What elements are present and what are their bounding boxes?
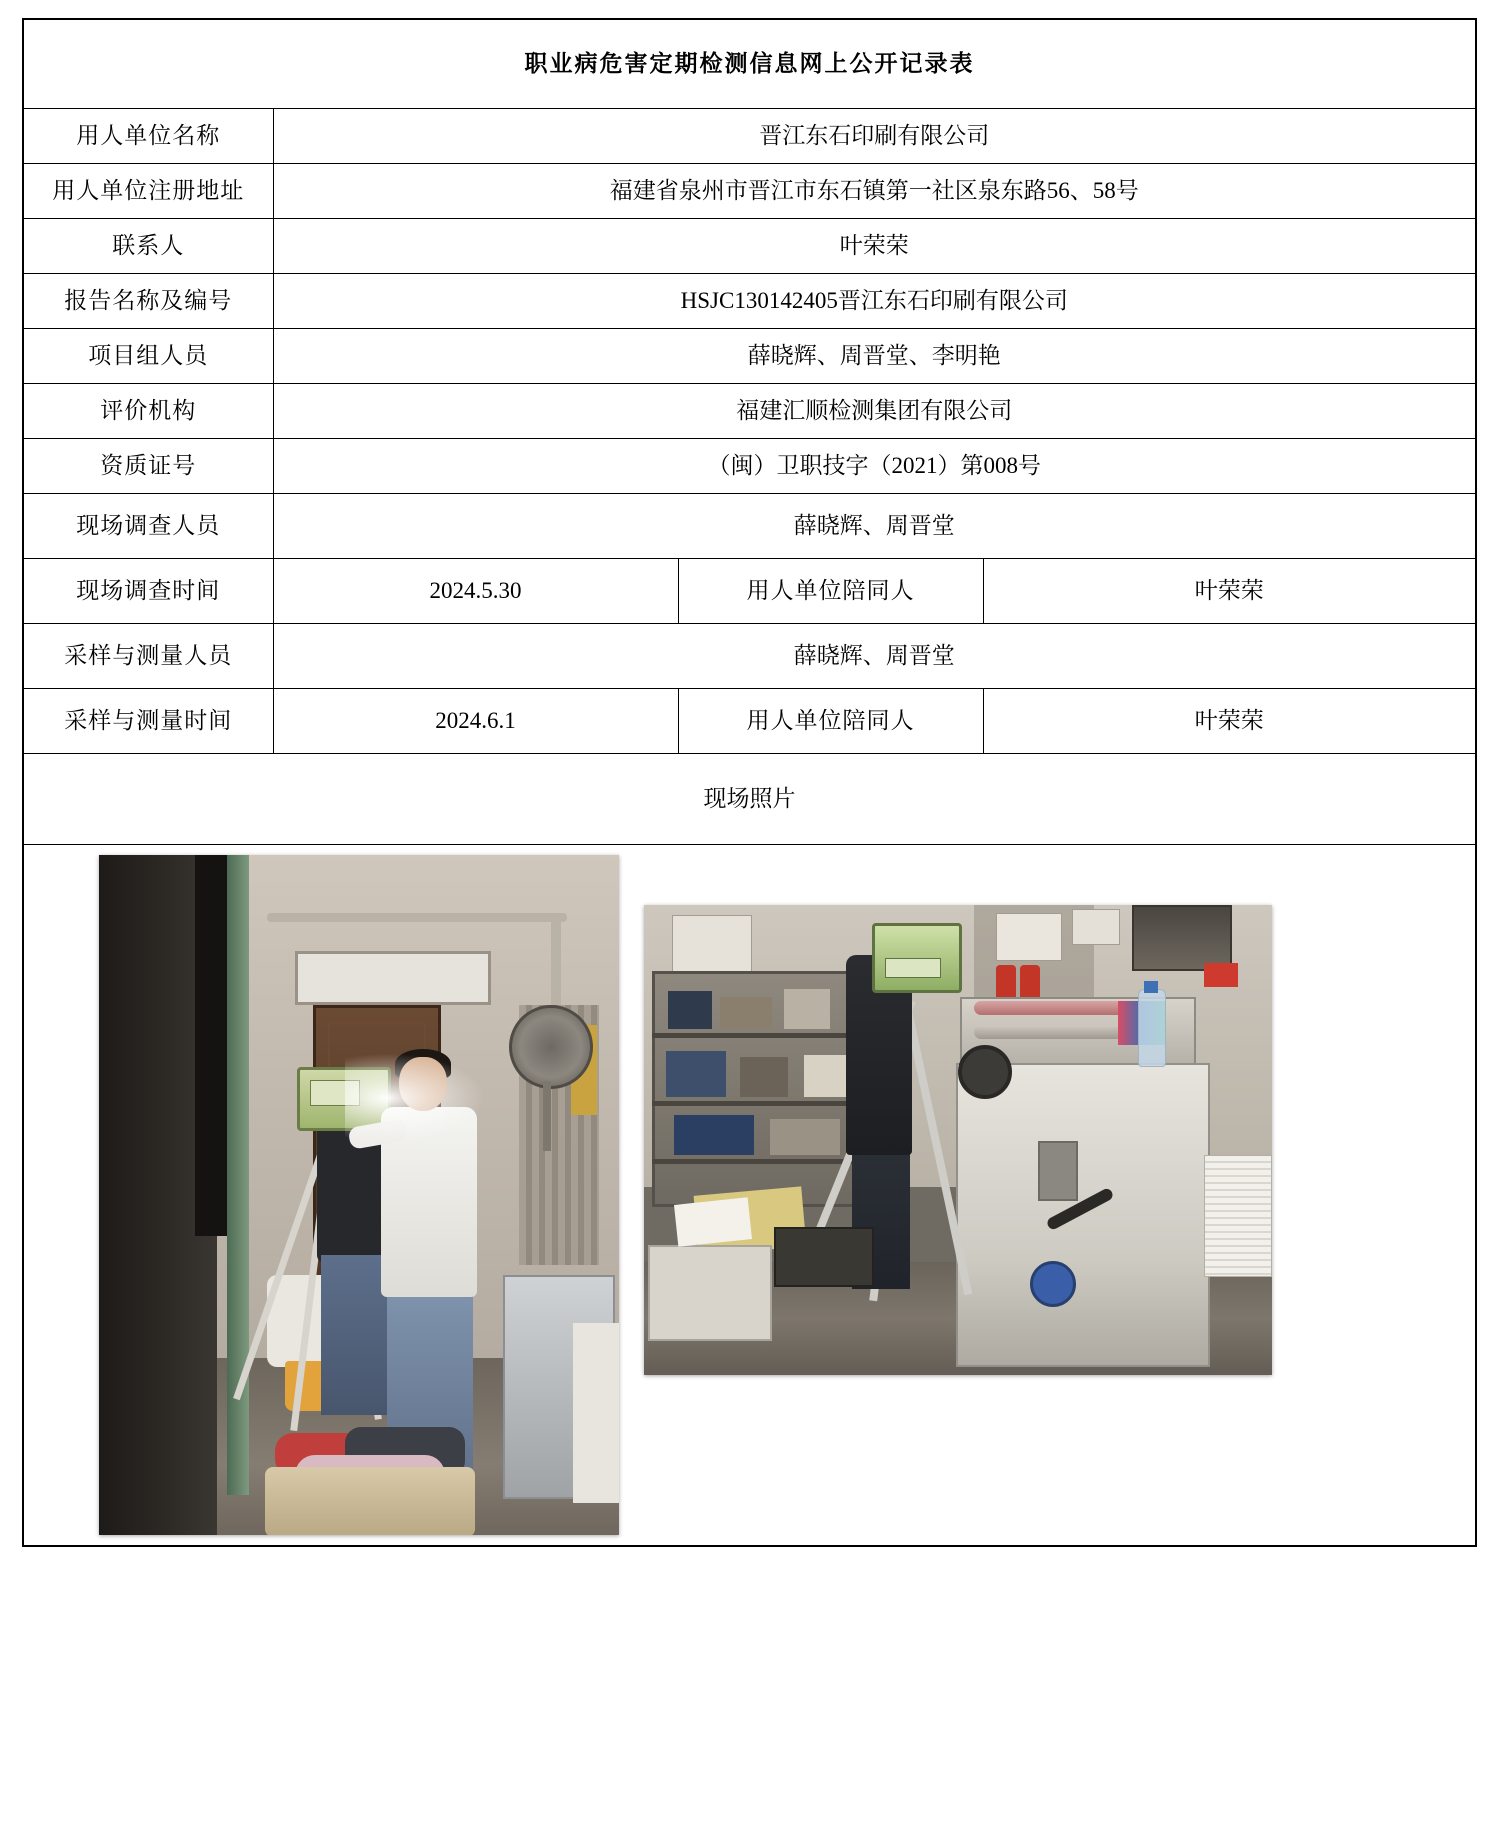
row-value-assessment-agency: 福建汇顺检测集团有限公司 (273, 384, 1476, 439)
photos-section-title: 现场照片 (23, 754, 1476, 845)
row-label-site-investigators: 现场调查人员 (23, 494, 273, 559)
photo-shelf-item (666, 1051, 726, 1097)
row-value-registered-address: 福建省泉州市晋江市东石镇第一社区泉东路56、58号 (273, 164, 1476, 219)
photo-printing-press-body (956, 1063, 1210, 1367)
row-value-sampling-companion: 叶荣荣 (983, 689, 1476, 754)
table-row (23, 219, 1476, 274)
table-row (23, 559, 1476, 624)
row-label-sampling-time: 采样与测量时间 (23, 689, 273, 754)
photo-sacks (265, 1467, 475, 1535)
photo-vent (1132, 905, 1232, 971)
photo-shelf-item (720, 997, 772, 1029)
row-value-project-team: 薛晓辉、周晋堂、李明艳 (273, 329, 1476, 384)
photo-light-flare (345, 1053, 485, 1143)
photo-shelf-item (668, 991, 712, 1029)
row-label-qualification-number: 资质证号 (23, 439, 273, 494)
row-value-survey-companion: 叶荣荣 (983, 559, 1476, 624)
photo-shelf-item (770, 1119, 840, 1155)
photo-bottle-cap (1144, 981, 1158, 993)
row-label-report-name-number: 报告名称及编号 (23, 274, 273, 329)
photo-fan (509, 1005, 593, 1089)
photo-press-knob (1030, 1261, 1076, 1307)
table-row (23, 384, 1476, 439)
table-row-photos-header (23, 754, 1476, 845)
photo-pipe (267, 913, 567, 922)
row-value-report-name-number: HSJC130142405晋江东石印刷有限公司 (273, 274, 1476, 329)
row-label-survey-time: 现场调查时间 (23, 559, 273, 624)
row-value-survey-time: 2024.5.30 (273, 559, 678, 624)
table-row (23, 274, 1476, 329)
row-value-sampling-time: 2024.6.1 (273, 689, 678, 754)
table-row (23, 689, 1476, 754)
photo-press-panel (1038, 1141, 1078, 1201)
row-value-site-investigators: 薛晓辉、周晋堂 (273, 494, 1476, 559)
record-table (22, 18, 1477, 1547)
photo-dark-column-2 (195, 855, 229, 1236)
site-photo-right (644, 905, 1272, 1375)
table-row (23, 164, 1476, 219)
table-row (23, 624, 1476, 689)
photo-wall-poster (996, 913, 1062, 961)
row-label-company-name: 用人单位名称 (23, 109, 273, 164)
photos-container (24, 845, 1475, 1545)
row-label-sampling-companion: 用人单位陪同人 (678, 689, 983, 754)
photo-press-wheel (958, 1045, 1012, 1099)
photo-crate (648, 1245, 772, 1341)
photo-wall-poster (1072, 909, 1120, 945)
photo-shelf-item (784, 989, 830, 1029)
photo-white-box (573, 1323, 619, 1503)
row-label-survey-companion: 用人单位陪同人 (678, 559, 983, 624)
table-row (23, 109, 1476, 164)
photo-measuring-instrument (872, 923, 962, 993)
table-row (23, 329, 1476, 384)
photo-paper (674, 1197, 752, 1247)
document-page (0, 18, 1502, 1832)
table-row (23, 439, 1476, 494)
table-row (23, 494, 1476, 559)
row-label-contact-person: 联系人 (23, 219, 273, 274)
photo-red-sign (1204, 963, 1238, 987)
row-label-assessment-agency: 评价机构 (23, 384, 273, 439)
row-value-sampling-staff: 薛晓辉、周晋堂 (273, 624, 1476, 689)
photo-window (295, 951, 491, 1005)
photo-fan-stand (543, 1081, 551, 1151)
photo-tray (774, 1227, 874, 1287)
photos-cell (23, 845, 1476, 1547)
row-value-qualification-number: （闽）卫职技字（2021）第008号 (273, 439, 1476, 494)
table-row-photos (23, 845, 1476, 1547)
table-row-title (23, 19, 1476, 109)
photo-paper-stack (1204, 1155, 1272, 1277)
row-value-company-name: 晋江东石印刷有限公司 (273, 109, 1476, 164)
photo-shelf-item (740, 1057, 788, 1097)
site-photo-left (99, 855, 619, 1535)
photo-wall-papers (672, 915, 752, 979)
row-label-sampling-staff: 采样与测量人员 (23, 624, 273, 689)
photo-water-bottle (1138, 989, 1166, 1067)
row-value-contact-person: 叶荣荣 (273, 219, 1476, 274)
row-label-project-team: 项目组人员 (23, 329, 273, 384)
row-label-registered-address: 用人单位注册地址 (23, 164, 273, 219)
photo-shelf-item (674, 1115, 754, 1155)
page-title: 职业病危害定期检测信息网上公开记录表 (23, 19, 1476, 109)
